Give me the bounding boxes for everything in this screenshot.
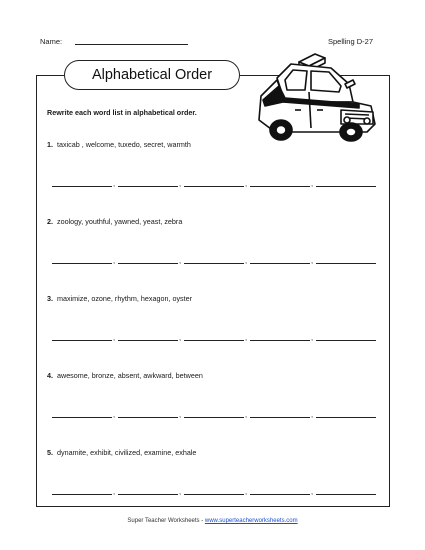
answer-blank[interactable]	[250, 255, 310, 264]
answer-blank[interactable]	[118, 332, 178, 341]
blank-comma: ,	[179, 333, 182, 342]
question-words: maximize, ozone, rhythm, hexagon, oyster	[57, 294, 193, 303]
answer-blank[interactable]	[52, 409, 112, 418]
question-number: 2.	[47, 217, 53, 226]
answer-blank[interactable]	[316, 409, 376, 418]
answer-blank[interactable]	[184, 178, 244, 187]
answer-blank[interactable]	[184, 332, 244, 341]
blank-comma: ,	[311, 487, 314, 496]
blank-comma: ,	[245, 410, 248, 419]
question-number: 5.	[47, 448, 53, 457]
question-5	[47, 448, 196, 457]
question-number: 4.	[47, 371, 53, 380]
name-label: Name:	[40, 37, 63, 46]
blank-comma: ,	[245, 487, 248, 496]
answer-blanks	[52, 486, 382, 496]
blank-comma: ,	[311, 256, 314, 265]
question-words: zoology, youthful, yawned, yeast, zebra	[57, 217, 183, 226]
worksheet-title: Alphabetical Order	[64, 60, 240, 90]
answer-blank[interactable]	[316, 332, 376, 341]
question-3	[47, 294, 192, 303]
answer-blanks	[52, 178, 382, 188]
answer-blank[interactable]	[250, 486, 310, 495]
blank-comma: ,	[113, 333, 116, 342]
blank-comma: ,	[245, 333, 248, 342]
blank-comma: ,	[113, 256, 116, 265]
blank-comma: ,	[179, 487, 182, 496]
answer-blank[interactable]	[316, 178, 376, 187]
footer	[0, 518, 425, 524]
answer-blank[interactable]	[52, 178, 112, 187]
worksheet-code: Spelling D-27	[327, 37, 373, 46]
question-words: awesome, bronze, absent, awkward, between	[57, 371, 203, 380]
answer-blank[interactable]	[250, 409, 310, 418]
blank-comma: ,	[113, 410, 116, 419]
footer-link[interactable]: www.superteacherworksheets.com	[204, 518, 298, 524]
question-1	[47, 140, 191, 149]
blank-comma: ,	[311, 333, 314, 342]
taxi-illustration	[255, 50, 379, 142]
answer-blank[interactable]	[184, 486, 244, 495]
answer-blanks	[52, 332, 382, 342]
question-words: dynamite, exhibit, civilized, examine, exhale	[57, 448, 197, 457]
blank-comma: ,	[179, 410, 182, 419]
blank-comma: ,	[311, 179, 314, 188]
blank-comma: ,	[179, 179, 182, 188]
question-2	[47, 217, 182, 226]
answer-blank[interactable]	[316, 486, 376, 495]
blank-comma: ,	[113, 179, 116, 188]
answer-blank[interactable]	[250, 332, 310, 341]
answer-blank[interactable]	[184, 409, 244, 418]
blank-comma: ,	[245, 256, 248, 265]
answer-blanks	[52, 255, 382, 265]
answer-blanks	[52, 409, 382, 419]
question-words: taxicab , welcome, tuxedo, secret, warmth	[57, 140, 191, 149]
question-number: 3.	[47, 294, 53, 303]
answer-blank[interactable]	[250, 178, 310, 187]
answer-blank[interactable]	[316, 255, 376, 264]
answer-blank[interactable]	[52, 486, 112, 495]
answer-blank[interactable]	[52, 332, 112, 341]
blank-comma: ,	[311, 410, 314, 419]
blank-comma: ,	[113, 487, 116, 496]
footer-separator: -	[201, 518, 204, 524]
name-input-line[interactable]	[75, 44, 188, 45]
question-4	[47, 371, 203, 380]
answer-blank[interactable]	[118, 486, 178, 495]
answer-blank[interactable]	[118, 178, 178, 187]
footer-brand: Super Teacher Worksheets	[127, 518, 200, 524]
blank-comma: ,	[179, 256, 182, 265]
instructions: Rewrite each word list in alphabetical order.	[47, 108, 197, 117]
blank-comma: ,	[245, 179, 248, 188]
answer-blank[interactable]	[118, 255, 178, 264]
answer-blank[interactable]	[118, 409, 178, 418]
answer-blank[interactable]	[184, 255, 244, 264]
question-number: 1.	[47, 140, 53, 149]
answer-blank[interactable]	[52, 255, 112, 264]
